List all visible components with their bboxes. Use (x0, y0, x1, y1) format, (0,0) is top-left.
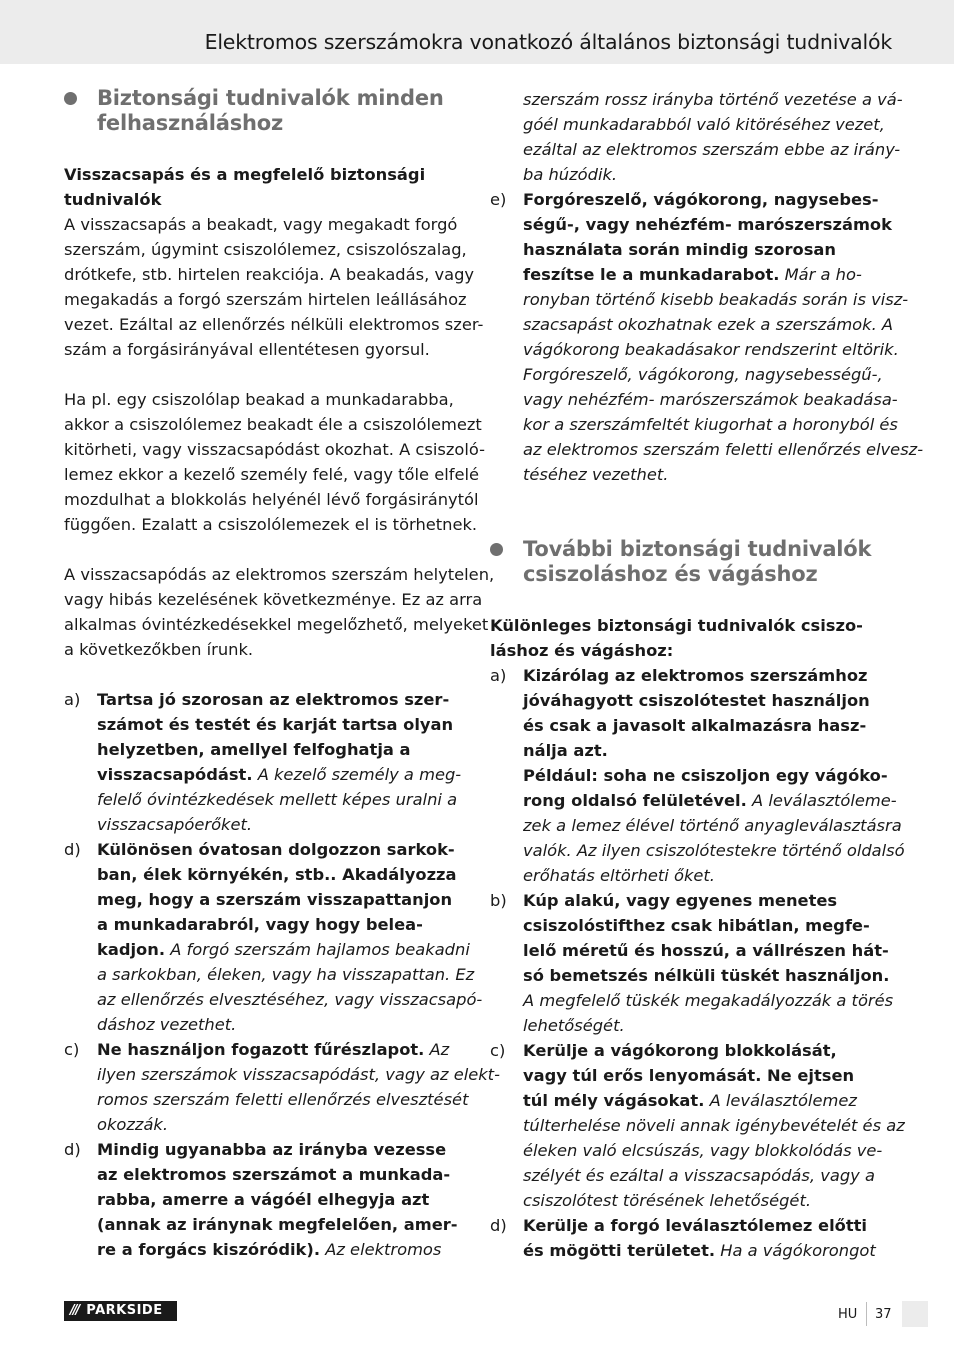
list-item-line (523, 287, 908, 312)
list-item-line (97, 912, 423, 937)
italic-text: túlterhelése növeli annak igénybevételét és az (523, 1116, 905, 1135)
bold-text: Tartsa jó szorosan az elektromos szer- (97, 690, 450, 709)
list-item-line (97, 1112, 168, 1137)
bold-text: Például: soha ne csiszoljon egy vágóko- (523, 766, 888, 785)
bold-text: és csak a javasolt alkalmazásra hasz- (523, 716, 867, 735)
bold-text: Különösen óvatosan dolgozzon sarkok- (97, 840, 455, 859)
list-item-line (523, 462, 668, 487)
list-item-line (523, 262, 862, 287)
paragraph-line: alkalmas óvintézkedésekkel megelőzhető, melyeket (64, 615, 489, 634)
bold-text: rabba, amerre a vágóél elhegyja azt (97, 1190, 430, 1209)
bold-text: lelő méretű és hosszú, a vállrészen hát- (523, 941, 889, 960)
list-item-line (97, 887, 452, 912)
list-item-letter: d) (64, 840, 81, 859)
italic-text: lehetőségét. (523, 1016, 625, 1035)
bold-text: csiszolóstifthez csak hibátlan, megfe- (523, 916, 870, 935)
list-item-line (523, 212, 892, 237)
list-item-line (97, 1212, 458, 1237)
bold-text: Kizárólag az elektromos szerszámhoz (523, 666, 868, 685)
list-item-line (97, 962, 474, 987)
bold-text: ségű-, vagy nehézfém- marószerszámok (523, 215, 892, 234)
bold-text: só bemetszés nélküli tüskét használjon. (523, 966, 890, 985)
italic-text: téséhez vezethet. (523, 465, 669, 484)
paragraph-line: lemez ekkor a kezelő személy felé, vagy tőle elfelé (64, 465, 480, 484)
list-item-line (523, 1063, 854, 1088)
list-item-line (523, 1213, 867, 1238)
italic-text: Az elektromos (320, 1240, 442, 1259)
list-item-line (523, 187, 878, 212)
italic-text: A leválasztólemez (704, 1091, 857, 1110)
bold-text: Kúp alakú, vagy egyenes menetes (523, 891, 838, 910)
paragraph-line: megakadás a forgó szerszám hirtelen leállásához (64, 290, 467, 309)
subheading: tudnivalók (64, 190, 162, 209)
list-item-letter: a) (64, 690, 81, 709)
list-item-line (523, 838, 905, 863)
list-item-line (523, 763, 888, 788)
list-item-line (523, 1088, 857, 1113)
italic-text: A kezelő személy a meg- (252, 765, 462, 784)
italic-text: valók. Az ilyen csiszolótestekre történő oldalsó (523, 841, 905, 860)
italic-text: zek a lemez élével történő anyagleválasztásra (523, 816, 902, 835)
list-item-line (523, 913, 870, 938)
list-item-line (523, 988, 893, 1013)
italic-text: A leválasztóleme- (746, 791, 897, 810)
page-number: 37 (875, 1307, 892, 1322)
list-item-line (523, 713, 866, 738)
bold-text: a munkadarabról, vagy hogy belea- (97, 915, 423, 934)
bold-text: ban, élek környékén, stb.. Akadályozza (97, 865, 457, 884)
list-item-line (523, 1238, 876, 1263)
italic-text: A megfelelő tüskék megakadályozzák a törés (523, 991, 894, 1010)
continued-line: ba húzódik. (523, 165, 618, 184)
italic-text: a sarkokban, éleken, vagy ha visszapattan. Ez (97, 965, 475, 984)
list-item-line (97, 1137, 446, 1162)
list-item-line (523, 412, 898, 437)
italic-text: az elektromos szerszám feletti ellenőrzés elvesz- (523, 440, 924, 459)
subheading: láshoz és vágáshoz: (490, 641, 674, 660)
list-item-line (523, 863, 715, 888)
section-heading-line: További biztonsági tudnivalók (523, 537, 872, 561)
list-item-line (97, 1162, 450, 1187)
list-item-line (523, 237, 836, 262)
italic-text: Az (424, 1040, 450, 1059)
italic-text: Már a ho- (779, 265, 862, 284)
paragraph-line: szerszám, úgymint csiszolólemez, csiszolószalag, (64, 240, 467, 259)
list-item-line (523, 362, 883, 387)
paragraph-line: akkor a csiszolólemez beakadt éle a csiszolólemezt (64, 415, 482, 434)
list-item-line (97, 1087, 468, 1112)
list-item-line (523, 938, 889, 963)
list-item-line (523, 387, 898, 412)
list-item-line (523, 1138, 882, 1163)
list-item-letter: a) (490, 666, 507, 685)
list-item-line (97, 987, 482, 1012)
list-item-letter: e) (490, 190, 507, 209)
bold-text: kadjon. (97, 940, 166, 959)
italic-text: okozzák. (97, 1115, 169, 1134)
list-item-line (523, 337, 899, 362)
italic-text: vágókorong beakadásakor rendszerint eltörik. (523, 340, 899, 359)
bold-text: nálja azt. (523, 741, 608, 760)
bold-text: Ne használjon fogazott fűrészlapot. (97, 1040, 425, 1059)
list-item-letter: d) (64, 1140, 81, 1159)
italic-text: szacsapást okozhatnak ezek a szerszámok. A (523, 315, 894, 334)
list-item-line (97, 1062, 500, 1087)
paragraph-line: szám a forgásirányával ellentétesen gyorsul. (64, 340, 430, 359)
section-heading-bullet (64, 92, 77, 105)
paragraph-line: a következőkben írunk. (64, 640, 254, 659)
continued-line: ezáltal az elektromos szerszám ebbe az irány- (523, 140, 901, 159)
continued-line: góél munkadarabból való kitöréséhez vezet, (523, 115, 885, 134)
list-item-line (523, 888, 837, 913)
list-item-line (97, 1237, 441, 1262)
list-item-line (523, 738, 608, 763)
list-item-line (97, 737, 411, 762)
subheading: Visszacsapás és a megfelelő biztonsági (64, 165, 426, 184)
section-heading-line: csiszoláshoz és vágáshoz (523, 562, 818, 586)
list-item-line (97, 687, 449, 712)
bold-text: meg, hogy a szerszám visszapattanjon (97, 890, 453, 909)
list-item-line (523, 1113, 905, 1138)
italic-text: Forgóreszelő, vágókorong, nagysebességű-, (523, 365, 883, 384)
bold-text: számot és testét és karját tartsa olyan (97, 715, 454, 734)
list-item-line (523, 1188, 811, 1213)
italic-text: A forgó szerszám hajlamos beakadni (165, 940, 470, 959)
list-item-line (523, 437, 923, 462)
bold-text: Kerülje a vágókorong blokkolását, (523, 1041, 837, 1060)
paragraph-line: A visszacsapás a beakadt, vagy megakadt forgó (64, 215, 458, 234)
list-item-letter: c) (490, 1041, 506, 1060)
bold-text: használata során mindig szorosan (523, 240, 837, 259)
section-heading-line: Biztonsági tudnivalók minden (97, 86, 444, 110)
bold-text: jóváhagyott csiszolótestet használjon (523, 691, 870, 710)
logo-text: PARKSIDE (86, 1303, 163, 1318)
italic-text: romos szerszám feletti ellenőrzés elvesztését (97, 1090, 469, 1109)
logo-stripes: /// (70, 1303, 79, 1318)
italic-text: visszacsapóerőket. (97, 815, 253, 834)
italic-text: erőhatás eltörheti őket. (523, 866, 715, 885)
paragraph-line: függően. Ezalatt a csiszolólemezek el is törhetnek. (64, 515, 478, 534)
bold-text: visszacsapódást. (97, 765, 253, 784)
italic-text: felelő óvintézkedések mellett képes uralni a (97, 790, 458, 809)
italic-text: az ellenőrzés elvesztéséhez, vagy visszacsapó- (97, 990, 483, 1009)
italic-text: éleken való elcsúszás, vagy blokkolódás ve- (523, 1141, 883, 1160)
paragraph-line: A visszacsapódás az elektromos szerszám helytelen, (64, 565, 495, 584)
list-item-letter: b) (490, 891, 507, 910)
italic-text: dáshoz vezethet. (97, 1015, 237, 1034)
paragraph-line: vezet. Ezáltal az ellenőrzés nélküli elektromos szer- (64, 315, 484, 334)
language-code: HU (838, 1307, 858, 1322)
italic-text: ilyen szerszámok visszacsapódást, vagy az elekt- (97, 1065, 500, 1084)
bold-text: rong oldalsó felületével. (523, 791, 747, 810)
list-item-line (523, 1013, 625, 1038)
list-item-line (523, 788, 897, 813)
bold-text: feszítse le a munkadarabot. (523, 265, 780, 284)
list-item-line (97, 837, 455, 862)
italic-text: vagy nehézfém- marószerszámok beakadása- (523, 390, 898, 409)
italic-text: kor a szerszámfeltét kiugorhat a horonyból és (523, 415, 898, 434)
page-header (0, 0, 954, 64)
bold-text: helyzetben, amellyel felfoghatja a (97, 740, 411, 759)
bold-text: Kerülje a forgó leválasztólemez előtti (523, 1216, 867, 1235)
list-item-letter: c) (64, 1040, 80, 1059)
bold-text: túl mély vágásokat. (523, 1091, 705, 1110)
list-item-line (97, 712, 453, 737)
bold-text: Forgóreszelő, vágókorong, nagysebes- (523, 190, 879, 209)
list-item-line (523, 813, 902, 838)
list-item-line (523, 963, 889, 988)
italic-text: Ha a vágókorongot (715, 1241, 876, 1260)
footer-box (902, 1301, 928, 1327)
continued-line: szerszám rossz irányba történő vezetése a vá- (523, 90, 903, 109)
section-heading-line: felhasználáshoz (97, 111, 284, 135)
bold-text: re a forgács kiszóródik). (97, 1240, 321, 1259)
paragraph-line: vagy hibás kezelésének következménye. Ez az arra (64, 590, 483, 609)
list-item-line (523, 312, 893, 337)
italic-text: szélyét és ezáltal a visszacsapódás, vagy a (523, 1166, 875, 1185)
list-item-line (97, 937, 470, 962)
bold-text: Mindig ugyanabba az irányba vezesse (97, 1140, 447, 1159)
list-item-line (523, 1163, 875, 1188)
italic-text: ronyban történő kisebb beakadás során is visz- (523, 290, 909, 309)
list-item-line (523, 688, 870, 713)
section-heading-bullet (490, 543, 503, 556)
parkside-logo (64, 1301, 177, 1321)
paragraph-line: mozdulhat a blokkolás helyénél lévő forgásiránytól (64, 490, 479, 509)
list-item-line (97, 1187, 429, 1212)
list-item-line (97, 862, 457, 887)
list-item-line (97, 762, 461, 787)
list-item-line (97, 1012, 236, 1037)
bold-text: vagy túl erős lenyomását. Ne ejtsen (523, 1066, 855, 1085)
bold-text: az elektromos szerszámot a munkada- (97, 1165, 451, 1184)
list-item-line (97, 812, 252, 837)
list-item-line (97, 787, 457, 812)
list-item-line (523, 1038, 837, 1063)
italic-text: csiszolótest törésének lehetőségét. (523, 1191, 811, 1210)
list-item-line (523, 663, 868, 688)
paragraph-line: drótkefe, stb. hirtelen reakciója. A beakadás, vagy (64, 265, 475, 284)
paragraph-line: kitörheti, vagy visszacsapódást okozhat. A csiszoló- (64, 440, 486, 459)
list-item-line (97, 1037, 449, 1062)
bold-text: és mögötti területet. (523, 1241, 716, 1260)
list-item-letter: d) (490, 1216, 507, 1235)
subheading: Különleges biztonsági tudnivalók csiszo- (490, 616, 863, 635)
paragraph-line: Ha pl. egy csiszolólap beakad a munkadarabba, (64, 390, 454, 409)
bold-text: (annak az iránynak megfelelően, amer- (97, 1215, 458, 1234)
page-title: Elektromos szerszámokra vonatkozó általános biztonsági tudnivalók (204, 30, 892, 54)
footer-divider (866, 1302, 867, 1326)
